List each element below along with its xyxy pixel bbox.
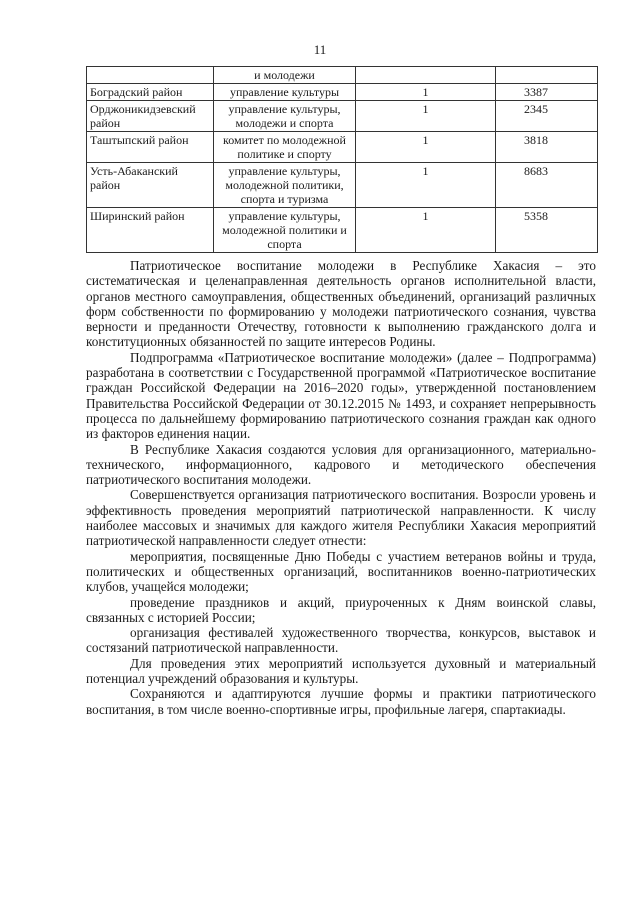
agency-cell: и молодежи <box>214 67 356 84</box>
agency-cell: управление культуры, молодежной политики, спорта и туризма <box>214 163 356 208</box>
count-cell <box>356 67 496 84</box>
district-cell: Усть-Абаканский район <box>87 163 214 208</box>
count-cell: 1 <box>356 208 496 253</box>
paragraph: Патриотическое воспитание молодежи в Республике Хакасия – это систематическая и целенаправленная деятельность органов исполнительной власти, органов местного самоуправления, общественных объединений, организаций различных форм собственности по формированию у молодежи патриотического сознания, чувства верности и преданности Отечеству, готовности к выполнению гражданского долга и конституционных обязанностей по защите интересов Родины. <box>86 258 596 350</box>
agency-cell: управление культуры, молодежи и спорта <box>214 101 356 132</box>
body-text <box>86 258 596 717</box>
agency-cell: комитет по молодежной политике и спорту <box>214 132 356 163</box>
paragraph: Совершенствуется организация патриотического воспитания. Возросли уровень и эффективность проведения мероприятий патриотической направленности. К числу наиболее массовых и значимых для каждого жителя Республики Хакасия мероприятий патриотической направленности следует отнести: <box>86 487 596 549</box>
paragraph: Подпрограмма «Патриотическое воспитание молодежи» (далее – Подпрограмма) разработана в соответствии с Государственной программой «Патриотическое воспитание граждан Российской Федерации на 2016–2020 годы», утвержденной постановлением Правительства Российской Федерации от 30.12.2015 № 1493, и сохраняет непрерывность процесса по дальнейшему формированию патриотического сознания граждан как одного из факторов единения нации. <box>86 349 596 442</box>
paragraph: В Республике Хакасия создаются условия для организационного, материально-технического, информационного, кадрового и методического обеспечения патриотического воспитания молодежи. <box>86 441 596 488</box>
value-cell: 8683 <box>496 163 598 208</box>
paragraph: Для проведения этих мероприятий используется духовный и материальный потенциал учреждений образования и культуры. <box>86 655 596 687</box>
count-cell: 1 <box>356 101 496 132</box>
page-number: 11 <box>313 42 327 57</box>
table-row <box>87 84 598 101</box>
count-cell: 1 <box>356 163 496 208</box>
table-row <box>87 67 598 84</box>
table-row <box>87 208 598 253</box>
value-cell <box>496 67 598 84</box>
count-cell: 1 <box>356 84 496 101</box>
value-cell: 3818 <box>496 132 598 163</box>
table-row <box>87 132 598 163</box>
districts-table <box>86 66 598 253</box>
count-cell: 1 <box>356 132 496 163</box>
table-row <box>87 163 598 208</box>
value-cell: 2345 <box>496 101 598 132</box>
agency-cell: управление культуры, молодежной политики и спорта <box>214 208 356 253</box>
paragraph: проведение праздников и акций, приуроченных к Дням воинской славы, связанных с историей России; <box>86 594 596 625</box>
district-cell: Боградский район <box>87 84 214 101</box>
value-cell: 3387 <box>496 84 598 101</box>
agency-cell: управление культуры <box>214 84 356 101</box>
paragraph: организация фестивалей художественного творчества, конкурсов, выставок и состязаний патриотической направленности. <box>86 625 596 656</box>
paragraph: мероприятия, посвященные Дню Победы с участием ветеранов войны и труда, политических и общественных организаций, воспитанников военно-патриотических клубов, учащейся молодежи; <box>86 548 596 595</box>
district-cell: Таштыпский район <box>87 132 214 163</box>
paragraph: Сохраняются и адаптируются лучшие формы и практики патриотического воспитания, в том числе военно-спортивные игры, профильные лагеря, спартакиады. <box>86 686 596 717</box>
district-cell: Орджоникидзевский район <box>87 101 214 132</box>
table-row <box>87 101 598 132</box>
value-cell: 5358 <box>496 208 598 253</box>
district-cell: Ширинский район <box>87 208 214 253</box>
district-cell <box>87 67 214 84</box>
